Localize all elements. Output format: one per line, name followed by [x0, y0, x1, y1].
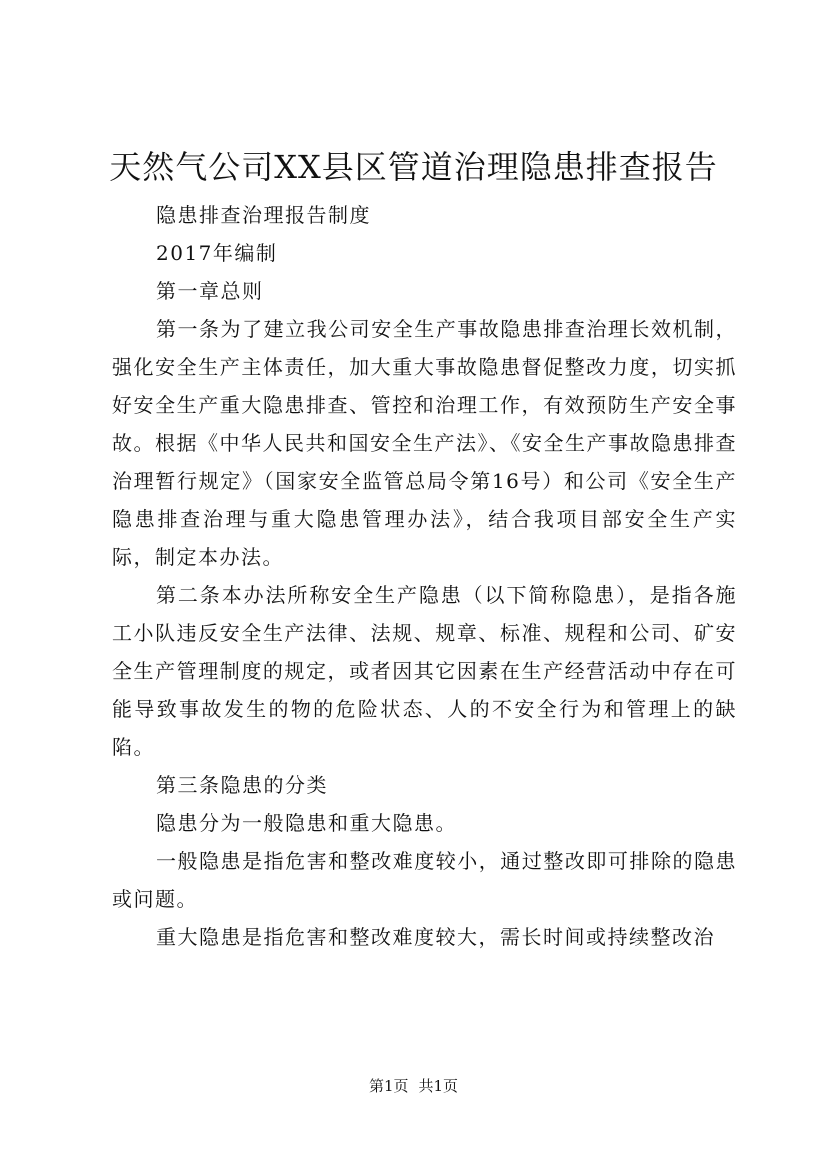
year-paragraph: 2017年编制	[156, 241, 278, 265]
major-hazard-paragraph: 重大隐患是指危害和整改难度较大，需长时间或持续整改治	[156, 925, 715, 949]
chapter-heading: 第一章总则	[156, 279, 264, 303]
article-3-heading: 第三条隐患的分类	[156, 773, 328, 797]
general-hazard-paragraph: 一般隐患是指危害和整改难度较小，通过整改即可排除的隐患或问题。	[112, 849, 737, 911]
document-title: 天然气公司XX县区管道治理隐患排查报告	[109, 148, 718, 186]
hazard-classes-paragraph: 隐患分为一般隐患和重大隐患。	[156, 811, 457, 835]
page-footer	[0, 1076, 827, 1096]
page-total: 共1页	[418, 1077, 459, 1095]
article-1-paragraph: 第一条为了建立我公司安全生产事故隐患排查治理长效机制，强化安全生产主体责任，加大重大事故隐患督促整改力度，切实抓好安全生产重大隐患排查、管控和治理工作，有效预防生产安全事故。根据《中华人民共和国安全生产法》、《安全生产事故隐患排查治理暂行规定》（国家安全监管总局令第16号）和公司《安全生产隐患排查治理与重大隐患管理办法》，结合我项目部安全生产实际，制定本办法。	[112, 317, 737, 569]
page-number: 第1页	[368, 1077, 409, 1095]
document-body	[112, 196, 737, 956]
subtitle-paragraph: 隐患排查治理报告制度	[156, 203, 371, 227]
article-2-paragraph: 第二条本办法所称安全生产隐患（以下简称隐患），是指各施工小队违反安全生产法律、法规、规章、标准、规程和公司、矿安全生产管理制度的规定，或者因其它因素在生产经营活动中存在可能导致事故发生的物的危险状态、人的不安全行为和管理上的缺陷。	[112, 583, 737, 759]
